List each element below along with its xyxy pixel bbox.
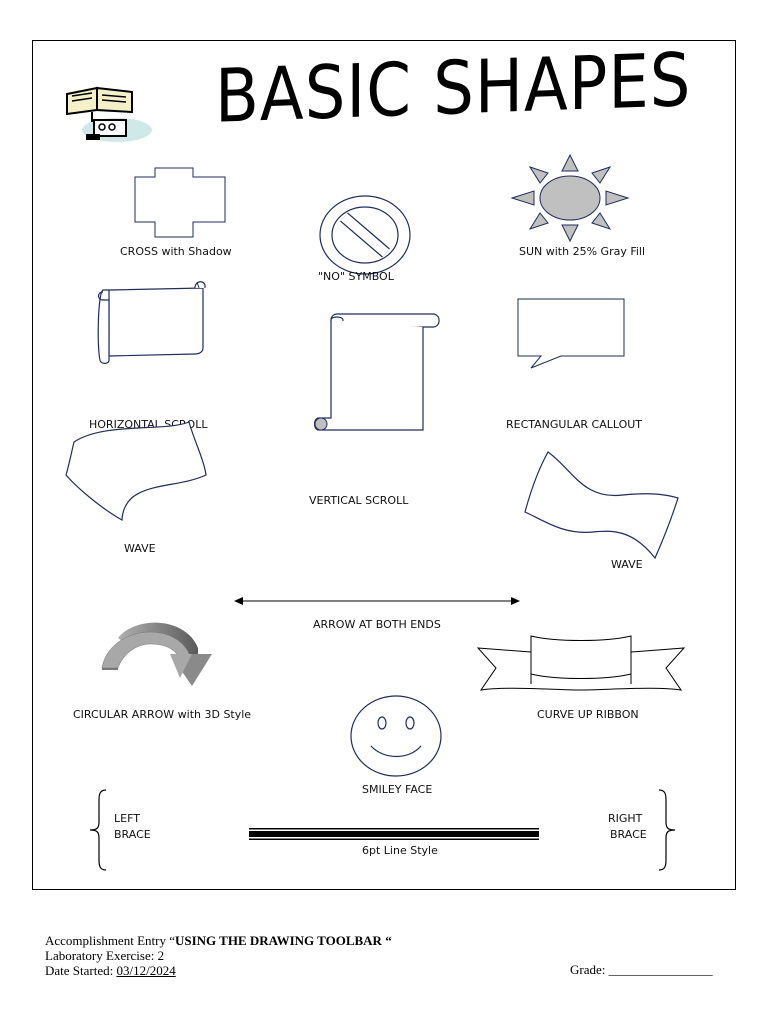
entry-title: USING THE DRAWING TOOLBAR “ bbox=[174, 933, 392, 948]
accomplishment-entry bbox=[45, 933, 392, 948]
six-pt-line-label: 6pt Line Style bbox=[362, 844, 438, 857]
no-symbol-label: "NO" SYMBOL bbox=[318, 270, 394, 283]
right-brace-label-2: BRACE bbox=[610, 828, 647, 841]
smiley-face-label: SMILEY FACE bbox=[362, 783, 433, 796]
smiley-face-shape bbox=[349, 694, 445, 778]
six-pt-line-shape bbox=[249, 826, 541, 842]
sun-shape bbox=[510, 153, 630, 243]
grade-field bbox=[570, 962, 713, 978]
date-started bbox=[45, 963, 176, 978]
right-brace-shape bbox=[655, 788, 677, 872]
wave-right-shape bbox=[523, 450, 683, 560]
book-computer-clipart-icon bbox=[62, 82, 157, 147]
vertical-scroll-shape bbox=[313, 312, 443, 434]
circular-arrow-3d-shape bbox=[100, 618, 215, 690]
sun-label: SUN with 25% Gray Fill bbox=[519, 245, 646, 258]
cross-with-shadow-shape bbox=[125, 167, 230, 257]
right-brace-label-1: RIGHT bbox=[608, 812, 643, 825]
horizontal-scroll-shape bbox=[95, 278, 210, 366]
grade-blank: ________________ bbox=[608, 962, 713, 977]
lab-exercise: Laboratory Exercise: 2 bbox=[45, 948, 165, 963]
horizontal-scroll-label: HORIZONTAL SCROLL bbox=[89, 418, 208, 431]
rectangular-callout-shape bbox=[517, 298, 627, 370]
left-brace-label-2: BRACE bbox=[114, 828, 151, 841]
left-brace-shape bbox=[88, 788, 110, 872]
double-arrow-line bbox=[233, 594, 523, 608]
curve-up-ribbon-label: CURVE UP RIBBON bbox=[537, 708, 639, 721]
wave-right-label: WAVE bbox=[611, 558, 643, 571]
double-arrow-label: ARROW AT BOTH ENDS bbox=[313, 618, 441, 631]
curve-up-ribbon-shape bbox=[476, 634, 686, 694]
left-brace-label-1: LEFT bbox=[114, 812, 140, 825]
page-title: BASIC SHAPES bbox=[215, 38, 692, 141]
entry-prefix: Accomplishment Entry “ bbox=[45, 933, 175, 948]
no-symbol-shape bbox=[318, 195, 414, 275]
cross-label: CROSS with Shadow bbox=[120, 245, 232, 258]
rectangular-callout-label: RECTANGULAR CALLOUT bbox=[506, 418, 643, 431]
grade-label: Grade: bbox=[570, 962, 609, 977]
date-value: 03/12/2024 bbox=[116, 963, 176, 978]
date-label: Date Started: bbox=[45, 963, 117, 978]
circular-arrow-label: CIRCULAR ARROW with 3D Style bbox=[73, 708, 252, 721]
vertical-scroll-label: VERTICAL SCROLL bbox=[309, 494, 409, 507]
wave-left-shape bbox=[64, 420, 209, 525]
wave-left-label: WAVE bbox=[124, 542, 156, 555]
